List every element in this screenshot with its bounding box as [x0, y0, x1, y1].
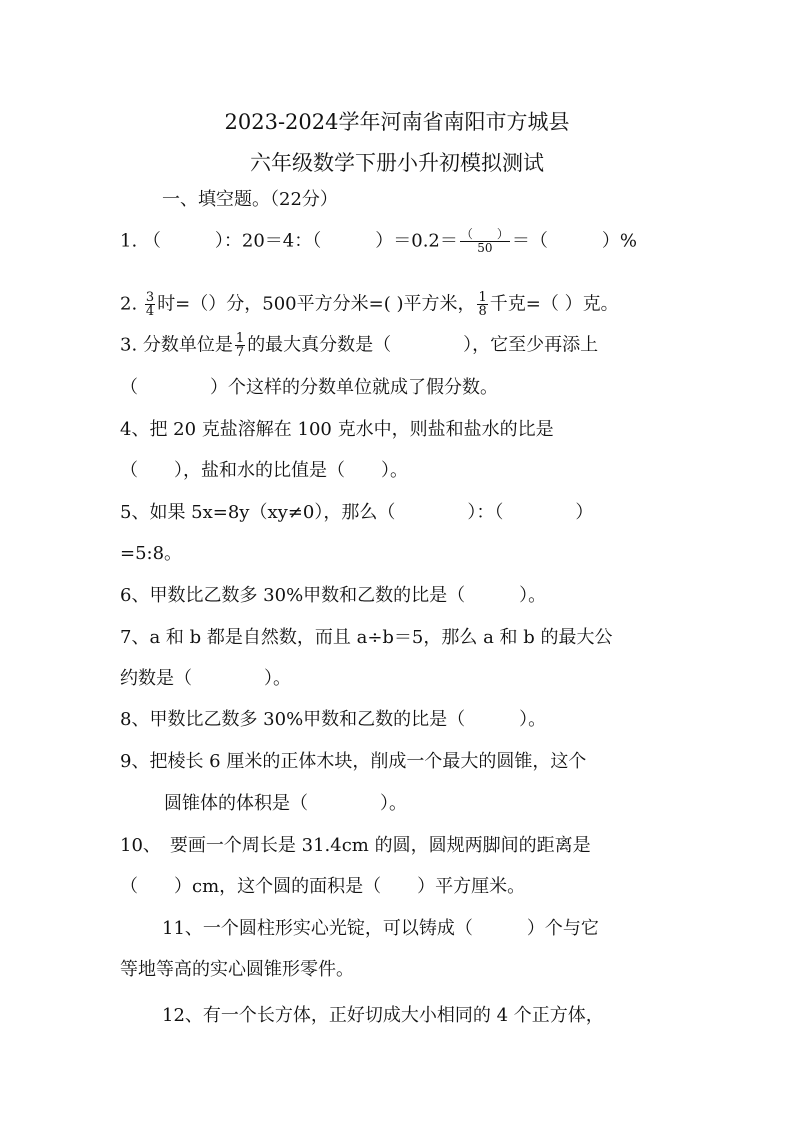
- fraction: $\frac{1}{8}$: [478, 290, 487, 319]
- page-title: 2023-2024学年河南省南阳市方城县: [224, 110, 570, 134]
- question-2: 2. $\frac{3}{4}$ 时=（）分，500平方分米=( )平方米， $\frac{1}{8}$ 千克=（ ）克。: [120, 290, 619, 319]
- question-7: 7、a 和 b 都是自然数，而且 a÷b＝5，那么 a 和 b 的最大公: [120, 627, 613, 648]
- question-4: 4、把 20 克盐溶解在 100 克水中，则盐和盐水的比是: [120, 419, 554, 440]
- question-11: 11、一个圆柱形实心光锭，可以铸成（ ）个与它: [162, 918, 599, 939]
- question-10: 10、 要画一个周长是 31.4cm 的圆，圆规两脚间的距离是: [120, 835, 591, 856]
- question-8: 8、甲数比乙数多 30%甲数和乙数的比是（ ）。: [120, 709, 547, 730]
- question-6: 6、甲数比乙数多 30%甲数和乙数的比是（ ）。: [120, 585, 547, 606]
- question-9: 9、把棱长 6 厘米的正体木块，削成一个最大的圆锥，这个: [120, 751, 587, 772]
- section-heading: 一、填空题。（22分）: [162, 189, 338, 210]
- question-1: 1. （ ）：20＝4：（ ）＝0.2＝ $\frac{( )}{50}$ ＝（ ）%: [120, 227, 638, 255]
- question-10-line-2: （ ）cm，这个圆的面积是（ ）平方厘米。: [120, 876, 526, 897]
- question-11-line-2: 等地等高的实心圆锥形零件。: [120, 959, 354, 980]
- question-5-line-2: =5:8。: [120, 543, 183, 564]
- fraction: $\frac{( )}{50}$: [460, 227, 509, 255]
- question-3-line-2: （ ）个这样的分数单位就成了假分数。: [120, 377, 498, 398]
- fraction: $\frac{1}{7}$: [235, 331, 245, 360]
- question-7-line-2: 约数是（ ）。: [120, 668, 291, 689]
- question-9-line-2: 圆锥体的体积是（ ）。: [164, 793, 407, 814]
- page-subtitle: 六年级数学下册小升初模拟测试: [250, 151, 544, 175]
- question-12: 12、有一个长方体，正好切成大小相同的 4 个正方体，: [162, 1005, 604, 1026]
- question-5: 5、如果 5x=8y（xy≠0），那么（ ）：（ ）: [120, 502, 594, 523]
- fraction: $\frac{3}{4}$: [145, 290, 155, 319]
- question-3: 3. 分数单位是 $\frac{1}{7}$ 的最大真分数是（ ），它至少再添上: [120, 331, 599, 360]
- question-4-line-2: （ ），盐和水的比值是（ ）。: [120, 460, 408, 481]
